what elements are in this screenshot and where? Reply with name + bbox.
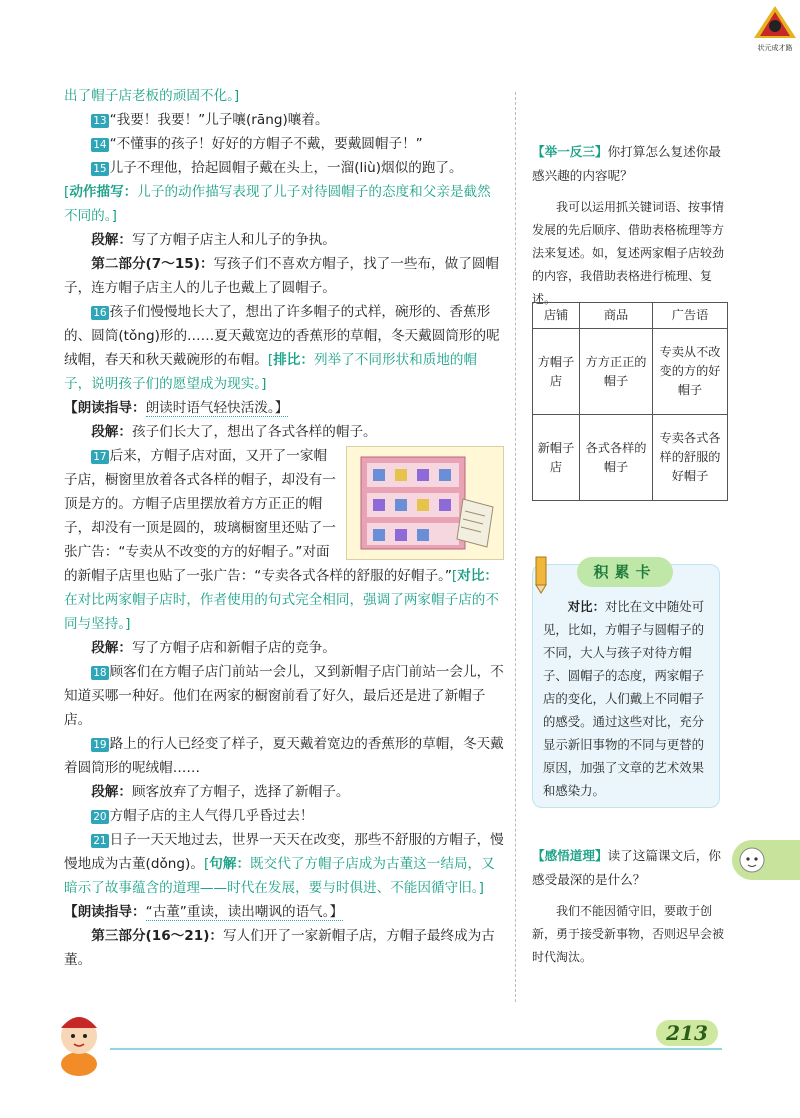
paragraph-13 — [64, 108, 504, 132]
card-body — [543, 595, 711, 802]
accumulation-card — [532, 564, 720, 808]
question-tag: 【感悟道理】 — [532, 848, 608, 863]
hat-shelf-icon — [347, 447, 503, 559]
summary-label: 段解： — [91, 232, 132, 248]
part-label: 第三部分(16～21)： — [91, 928, 224, 944]
guide-text: 朗读时语气轻快活泼。】 — [145, 400, 289, 416]
paragraph-text: 孩子们慢慢地长大了，想出了许多帽子的式样，碗形的、香蕉形的、圆筒(tǒng)形的……夏天戴宽边的香蕉形的草帽，冬天戴圆筒形的呢绒帽，春天和秋天戴碗形的布帽。 — [64, 304, 500, 368]
paragraph-text: 儿子不理他，拾起圆帽子戴在头上，一溜(liù)烟似的跑了。 — [109, 160, 463, 176]
pencil-icon — [529, 555, 553, 595]
annotation-label: 排比： — [273, 352, 314, 368]
comparison-table — [532, 302, 728, 501]
column-divider — [515, 92, 516, 1002]
note-continuation: 出了帽子店老板的顽固不化。] — [64, 88, 240, 104]
paragraph-16 — [64, 300, 504, 396]
annotation-text: 儿子的动作描写表现了儿子对待圆帽子的态度和父亲是截然不同的。] — [64, 184, 491, 224]
paragraph-number: 19 — [93, 739, 107, 751]
annotation-label: 句解： — [209, 856, 251, 872]
table-cell: 专卖从不改变的方的好帽子 — [653, 329, 728, 415]
question-two — [532, 844, 732, 892]
part-two-heading — [64, 252, 504, 300]
answer-one: 我可以运用抓关键词语、按事情发展的先后顺序、借助表格梳理等方法来复述。如，复述两家帽子店较劲的内容，我借助表格进行梳理、复述。 — [532, 200, 725, 306]
paragraph-15 — [64, 156, 504, 180]
table-header: 商品 — [580, 303, 653, 329]
table-cell: 专卖各式各样的舒服的好帽子 — [653, 415, 728, 501]
paragraph-17-block — [64, 444, 504, 636]
footer-line — [110, 1048, 722, 1050]
section-summary — [64, 780, 504, 804]
table-row — [533, 329, 728, 415]
logo-emblem-icon — [752, 4, 798, 40]
annotation-bracket: [ — [451, 568, 458, 584]
paragraph-text: “我要！我要！”儿子嚷(rāng)嚷着。 — [109, 112, 329, 128]
paragraph-21 — [64, 828, 504, 924]
question-one — [532, 140, 732, 188]
table-cell: 各式各样的帽子 — [580, 415, 653, 501]
summary-text: 孩子们长大了，想出了各式各样的帽子。 — [131, 424, 377, 440]
part-label: 第二部分(7～15)： — [91, 256, 214, 272]
paragraph-18 — [64, 660, 504, 732]
guide-text: “古董”重读，读出嘲讽的语气。】 — [145, 904, 344, 920]
part-text: 写人们开了一家新帽子店，方帽子最终成为古董。 — [64, 928, 495, 968]
annotation-text: 列举了不同形状和质地的帽子，说明孩子们的愿望成为现实。] — [64, 352, 478, 392]
annotation-bracket: [ — [64, 184, 70, 200]
table-cell: 方方正正的帽子 — [580, 329, 653, 415]
section-summary — [64, 636, 504, 660]
annotation-label: 动作描写： — [69, 184, 138, 200]
reading-guide — [64, 396, 504, 420]
annotation-bracket: [ — [203, 856, 210, 872]
main-column — [64, 84, 504, 972]
paragraph-number: 16 — [93, 307, 107, 319]
section-summary — [64, 420, 504, 444]
logo-caption: 状元成才路 — [757, 44, 793, 52]
mascot-icon — [50, 1004, 108, 1078]
question-text: 读了这篇课文后，你感受最深的是什么？ — [532, 848, 721, 887]
table-cell: 新帽子店 — [533, 415, 580, 501]
question-tag: 【举一反三】 — [532, 144, 608, 159]
side-question-one — [532, 140, 732, 311]
annotation-text: 在对比两家帽子店时，作者使用的句式完全相同，强调了两家帽子店的不同与坚持。] — [64, 592, 499, 632]
guide-label: 【朗读指导： — [64, 400, 146, 416]
paragraph-number: 13 — [93, 115, 107, 127]
paragraph-number: 17 — [93, 451, 107, 463]
part-three-heading — [64, 924, 504, 972]
table-cell: 方帽子店 — [533, 329, 580, 415]
table-header: 广告语 — [653, 303, 728, 329]
paragraph-14 — [64, 132, 504, 156]
paragraph-19 — [64, 732, 504, 780]
answer-two: 我们不能因循守旧，要敢于创新，勇于接受新事物，否则迟早会被时代淘汰。 — [532, 904, 725, 964]
card-label: 对比： — [567, 599, 605, 614]
card-text: 对比在文中随处可见，比如，方帽子与圆帽子的不同，大人与孩子对待方帽子、圆帽子的态度，两家帽子店的变化，人们戴上不同帽子的感受。通过这些对比，充分显示新旧事物的不同与更替的原因，加强了文章的艺术效果和感染力。 — [543, 599, 705, 798]
summary-label: 段解： — [91, 784, 132, 800]
paragraph-text: “不懂事的孩子！好好的方帽子不戴，要戴圆帽子！” — [109, 136, 423, 152]
table-header-row — [533, 303, 728, 329]
annotation-text: 既交代了方帽子店成为古董这一结局，又暗示了故事蕴含的道理——时代在发展，要与时俱进、不能因循守旧。] — [64, 856, 495, 896]
shop-shelf-illustration — [346, 446, 504, 560]
paragraph-number: 21 — [93, 835, 107, 847]
summary-label: 段解： — [91, 424, 132, 440]
card-title: 积累卡 — [577, 557, 673, 587]
paragraph-text: 日子一天天地过去，世界一天天在改变，那些不舒服的方帽子，慢慢地成为古董(dǒng)。 — [64, 832, 504, 872]
section-summary — [64, 228, 504, 252]
page-number: 213 — [656, 1020, 718, 1046]
paragraph-20 — [64, 804, 504, 828]
publisher-logo — [752, 4, 798, 50]
paragraph-number: 15 — [93, 163, 107, 175]
sheep-icon — [738, 846, 766, 874]
summary-text: 写了方帽子店和新帽子店的竞争。 — [131, 640, 336, 656]
guide-label: 【朗读指导： — [64, 904, 146, 920]
annotation-bracket: [ — [267, 352, 274, 368]
paragraph-number: 14 — [93, 139, 107, 151]
paragraph-number: 20 — [93, 811, 107, 823]
summary-text: 顾客放弃了方帽子，选择了新帽子。 — [131, 784, 350, 800]
summary-text: 写了方帽子店主人和儿子的争执。 — [131, 232, 336, 248]
side-question-two — [532, 844, 732, 969]
paragraph-text: 顾客们在方帽子店门前站一会儿，又到新帽子店门前站一会儿，不知道买哪一种好。他们在两家的橱窗前看了好久，最后还是进了新帽子店。 — [64, 664, 504, 728]
side-tab — [732, 840, 800, 880]
paragraph-text: 路上的行人已经变了样子，夏天戴着宽边的香蕉形的草帽，冬天戴着圆筒形的呢绒帽…… — [64, 736, 504, 776]
paragraph-number: 18 — [93, 667, 107, 679]
paragraph-text: 方帽子店的主人气得几乎昏过去！ — [109, 808, 314, 824]
paragraph-text: 后来，方帽子店对面，又开了一家帽子店，橱窗里放着各式各样的帽子，却没有一顶是方的。方帽子店里摆放着方方正正的帽子，却没有一顶是圆的，玻璃橱窗里还贴了一张广告：“专卖从不改变的方的好帽子。”对面的新帽子店里也贴了一张广告：“专卖各式各样的舒服的好帽子。” — [64, 448, 452, 584]
annotation-label: 对比： — [457, 568, 499, 584]
summary-label: 段解： — [91, 640, 132, 656]
table-row — [533, 415, 728, 501]
question-text: 你打算怎么复述你最感兴趣的内容呢？ — [532, 144, 721, 183]
table-header: 店铺 — [533, 303, 580, 329]
annotation-action-description — [64, 180, 504, 228]
part-text: 写孩子们不喜欢方帽子，找了一些布，做了圆帽子，连方帽子店主人的儿子也戴上了圆帽子。 — [64, 256, 500, 296]
